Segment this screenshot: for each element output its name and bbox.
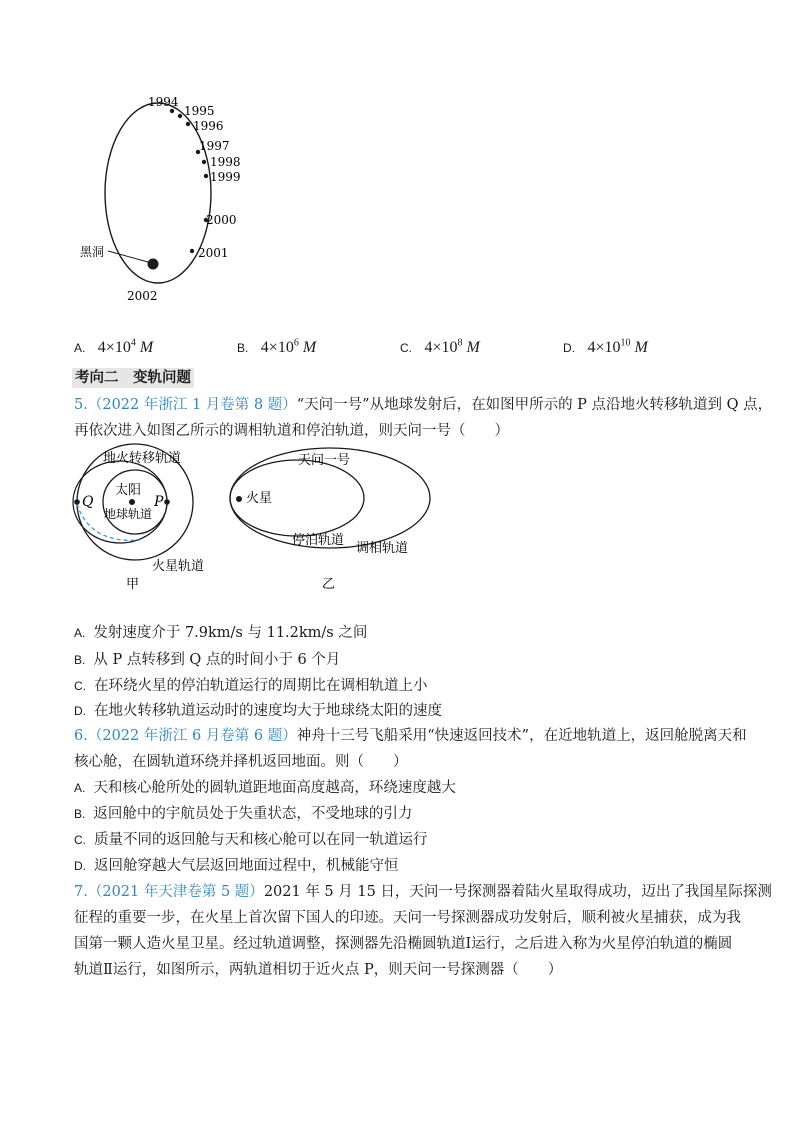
- option-label: B.: [237, 341, 249, 356]
- option-label: B.: [74, 653, 86, 667]
- option-label: B.: [74, 807, 86, 821]
- q7-stem-line3: 国第一颗人造火星卫星。经过轨道调整，探测器先沿椭圆轨道Ⅰ运行，之后进入称为火星停泊轨道的椭圆: [74, 936, 733, 952]
- tianwen-label: 天问一号: [298, 453, 351, 468]
- year-point: [186, 122, 190, 126]
- year-label: 1995: [184, 104, 215, 118]
- q6-option-c[interactable]: [74, 830, 428, 850]
- question-number: 6.: [74, 728, 88, 744]
- question-source: （2021 年天津卷第 5 题）: [87, 884, 264, 900]
- option-value: $4\times 10^4$ M: [97, 338, 154, 357]
- q5-stem-line1: [74, 395, 772, 415]
- year-label: 1996: [193, 119, 224, 133]
- phasing-orbit-label: 调相轨道: [356, 541, 409, 556]
- year-label: 1998: [210, 155, 241, 169]
- year-label: 1994: [148, 95, 179, 109]
- option-label: C.: [74, 679, 86, 693]
- year-point: [204, 174, 208, 178]
- mars-label: 火星: [246, 491, 273, 506]
- option-text: 在地火转移轨道运动时的速度均大于地球绕太阳的速度: [94, 703, 442, 719]
- year-label: 2002: [127, 289, 158, 303]
- question-number: 7.: [74, 884, 88, 900]
- q5-option-c[interactable]: [74, 676, 428, 696]
- year-label: 2001: [198, 246, 229, 260]
- option-text: 在环绕火星的停泊轨道运行的周期比在调相轨道上小: [94, 678, 428, 694]
- year-point: [202, 160, 206, 164]
- question-source: （2022 年浙江 6 月卷第 6 题）: [87, 728, 297, 744]
- black-hole: [148, 259, 159, 270]
- option-label: A.: [74, 781, 86, 795]
- question-text: “天问一号”从地球发射后，在如图甲所示的 P 点沿地火转移轨道到 Q 点，: [296, 397, 773, 413]
- black-hole-label: 黑洞: [80, 245, 105, 259]
- option-label: A.: [74, 341, 86, 356]
- q5-option-d[interactable]: [74, 701, 442, 721]
- year-label: 1997: [199, 139, 230, 153]
- black-hole-pointer: [108, 251, 148, 262]
- black-hole-orbit-figure: [80, 90, 260, 310]
- q7-stem-line1: [74, 882, 772, 902]
- option-value: $4\times 10^6$ M: [260, 338, 317, 357]
- q5-option-b[interactable]: [74, 650, 340, 670]
- earth-orbit-label: 地球轨道: [104, 507, 153, 521]
- point-q-label: Q: [82, 494, 94, 510]
- section-heading: 考向二 变轨问题: [72, 368, 194, 388]
- year-point: [178, 114, 182, 118]
- figure-caption: 甲: [126, 577, 140, 592]
- sun: [129, 499, 135, 505]
- figure-yi: [222, 444, 432, 594]
- question-number: 5.: [74, 397, 88, 413]
- point-q: [74, 499, 80, 505]
- q4-option-c[interactable]: [400, 338, 480, 357]
- year-label: 1999: [210, 170, 241, 184]
- option-label: D.: [74, 859, 86, 873]
- parking-orbit-label: 停泊轨道: [292, 533, 345, 548]
- q4-option-b[interactable]: [237, 338, 316, 357]
- q6-option-a[interactable]: [74, 778, 456, 798]
- option-label: A.: [74, 626, 86, 640]
- question-text: 2021 年 5 月 15 日，天问一号探测器着陆火星取得成功，迈出了我国星际探测: [263, 884, 772, 900]
- q5-option-a[interactable]: [74, 623, 367, 643]
- q6-stem-line2: 核心舱，在圆轨道环绕并择机返回地面。则（ ）: [74, 754, 408, 770]
- option-text: 返回舱穿越大气层返回地面过程中，机械能守恒: [94, 858, 399, 874]
- question-source: （2022 年浙江 1 月卷第 8 题）: [87, 397, 297, 413]
- q7-stem-line2: 征程的重要一步，在火星上首次留下国人的印迹。天问一号探测器成功发射后，顺利被火星捕获，成为我: [74, 910, 741, 926]
- option-text: 从 P 点转移到 Q 点的时间小于 6 个月: [93, 652, 341, 668]
- year-point: [170, 109, 174, 113]
- option-value: $4\times 10^8$ M: [424, 338, 480, 357]
- q7-stem-line4: 轨道Ⅱ运行，如图所示，两轨道相切于近火点 P，则天问一号探测器（ ）: [74, 962, 563, 978]
- option-label: D.: [74, 704, 86, 718]
- q4-option-d[interactable]: [563, 338, 648, 357]
- sun-label: 太阳: [115, 483, 142, 498]
- q6-stem-line1: [74, 726, 747, 746]
- q6-option-d[interactable]: [74, 856, 399, 876]
- figure-jia: [70, 442, 220, 592]
- option-label: C.: [400, 341, 412, 356]
- question-text: 神舟十三号飞船采用“快速返回技术”，在近地轨道上，返回舱脱离天和: [296, 728, 747, 744]
- mars-orbit-label: 火星轨道: [152, 559, 205, 574]
- mars: [236, 496, 242, 502]
- q5-stem-line2: 再依次进入如图乙所示的调相轨道和停泊轨道，则天问一号（ ）: [74, 423, 509, 439]
- transfer-orbit-label: 地火转移轨道: [103, 451, 182, 466]
- year-point: [190, 249, 194, 253]
- option-text: 天和核心舱所处的圆轨道距地面高度越高，环绕速度越大: [93, 780, 456, 796]
- q4-option-a[interactable]: [74, 338, 153, 357]
- year-label: 2000: [206, 213, 237, 227]
- figure-caption: 乙: [322, 577, 336, 592]
- option-label: D.: [563, 341, 575, 356]
- option-label: C.: [74, 833, 86, 847]
- option-value: $4\times 10^{10}$ M: [587, 338, 648, 357]
- option-text: 返回舱中的宇航员处于失重状态，不受地球的引力: [93, 806, 413, 822]
- point-p-label: P: [154, 494, 164, 510]
- option-text: 质量不同的返回舱与天和核心舱可以在同一轨道运行: [94, 832, 428, 848]
- option-text: 发射速度介于 7.9km/s 与 11.2km/s 之间: [93, 625, 368, 641]
- point-p: [164, 499, 170, 505]
- q6-option-b[interactable]: [74, 804, 412, 824]
